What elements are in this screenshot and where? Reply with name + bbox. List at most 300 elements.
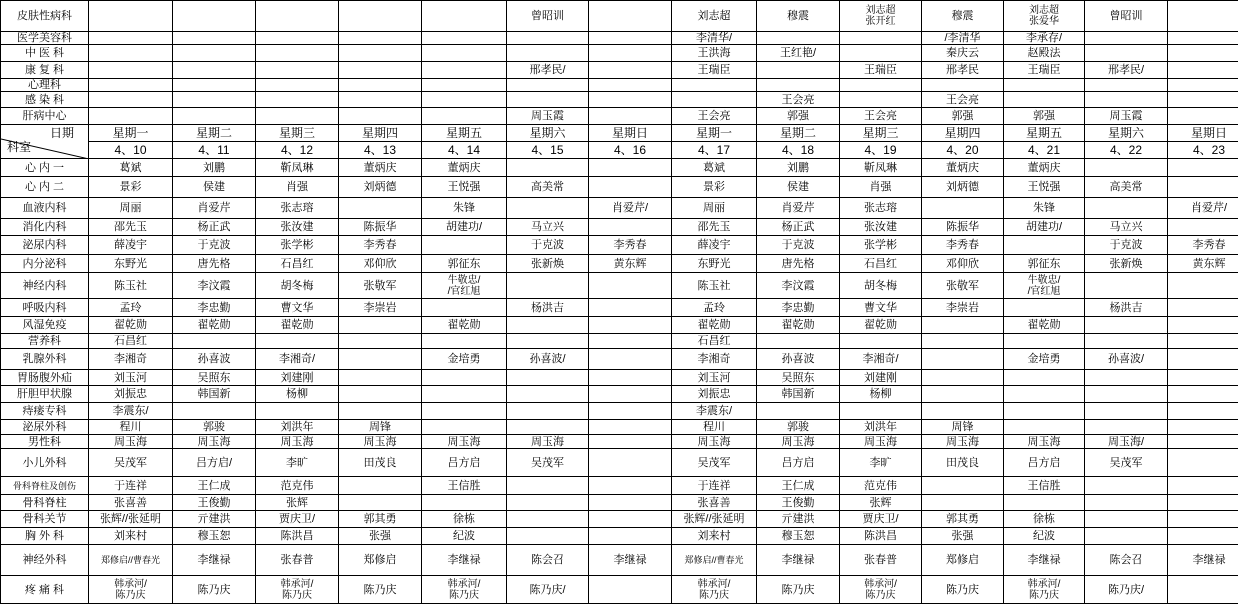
cell-line: 牛敬忠/ xyxy=(1027,274,1061,286)
schedule-cell xyxy=(1168,79,1238,92)
schedule-cell xyxy=(339,317,422,334)
weekday-cell: 星期日 xyxy=(589,125,672,142)
schedule-cell: 翟乾勋 xyxy=(173,317,256,334)
schedule-cell: 李湘奇 xyxy=(89,349,173,370)
schedule-cell: 陈会召 xyxy=(507,545,589,576)
schedule-cell: 孙喜波 xyxy=(757,349,840,370)
schedule-cell: 李继禄 xyxy=(1168,545,1238,576)
schedule-cell: 胡冬梅 xyxy=(256,273,339,299)
schedule-cell xyxy=(1085,495,1168,511)
schedule-cell xyxy=(589,273,672,299)
cell-line: 陈乃庆 xyxy=(449,589,479,601)
schedule-cell: 穆玉恕 xyxy=(757,528,840,545)
schedule-cell: 董炳庆 xyxy=(922,159,1004,177)
schedule-cell xyxy=(173,45,256,62)
date-cell: 4、17 xyxy=(672,142,757,159)
dept-name-cell: 感 染 科 xyxy=(1,92,89,108)
schedule-cell xyxy=(589,576,672,604)
table-row xyxy=(1,45,1238,62)
schedule-cell: 景彩 xyxy=(89,177,173,198)
schedule-cell: 王信胜 xyxy=(1004,477,1085,495)
schedule-cell xyxy=(1168,576,1238,604)
dept-name-cell: 男性科 xyxy=(1,435,89,449)
schedule-cell: 周锋 xyxy=(339,420,422,435)
schedule-cell: 张春普 xyxy=(840,545,922,576)
table-row xyxy=(1,79,1238,92)
schedule-cell: 郑修启 xyxy=(922,545,1004,576)
schedule-cell xyxy=(1004,334,1085,349)
schedule-cell: 陈玉社 xyxy=(672,273,757,299)
schedule-cell xyxy=(422,420,507,435)
table-row xyxy=(1,495,1238,511)
schedule-cell: 孟玲 xyxy=(89,299,173,317)
schedule-cell xyxy=(1085,92,1168,108)
schedule-cell: 陈洪昌 xyxy=(256,528,339,545)
schedule-cell: 周玉海 xyxy=(422,435,507,449)
schedule-cell: 刘建刚 xyxy=(256,370,339,386)
schedule-cell: 靳凤琳 xyxy=(256,159,339,177)
schedule-cell xyxy=(422,79,507,92)
schedule-cell: 贾庆卫/ xyxy=(256,511,339,528)
dept-name-cell: 小儿外科 xyxy=(1,449,89,477)
date-cell: 4、16 xyxy=(589,142,672,159)
schedule-cell xyxy=(1168,108,1238,125)
schedule-cell: 陈振华 xyxy=(339,219,422,236)
schedule-cell xyxy=(1085,477,1168,495)
schedule-cell: 刘建刚 xyxy=(840,370,922,386)
schedule-cell: 朱锋 xyxy=(422,198,507,219)
schedule-cell: 李继禄 xyxy=(1004,545,1085,576)
cell-line: 刘志超 xyxy=(1029,5,1059,16)
schedule-cell xyxy=(757,334,840,349)
schedule-cell xyxy=(1004,403,1085,420)
schedule-cell: 吕方启 xyxy=(422,449,507,477)
schedule-cell: 董炳庆 xyxy=(1004,159,1085,177)
schedule-cell xyxy=(1168,386,1238,403)
schedule-cell: 李秀春 xyxy=(589,236,672,255)
dept-name-cell: 骨科关节 xyxy=(1,511,89,528)
schedule-cell xyxy=(339,62,422,79)
schedule-cell xyxy=(1168,299,1238,317)
schedule-cell: 周玉海 xyxy=(256,435,339,449)
schedule-cell: 张学彬 xyxy=(840,236,922,255)
schedule-cell xyxy=(339,108,422,125)
schedule-cell: 王悦强 xyxy=(1004,177,1085,198)
cell-line: 张开红 xyxy=(865,16,896,27)
dept-name-cell: 心 内 一 xyxy=(1,159,89,177)
weekday-row xyxy=(1,125,1238,142)
cell-line: 韩承河/ xyxy=(697,578,731,590)
dept-name-cell: 胃肠腹外疝 xyxy=(1,370,89,386)
schedule-cell: 邢孝民/ xyxy=(507,62,589,79)
schedule-cell: 杨洪吉 xyxy=(507,299,589,317)
schedule-cell: 刘鹏 xyxy=(173,159,256,177)
date-cell: 4、13 xyxy=(339,142,422,159)
schedule-cell xyxy=(1085,370,1168,386)
weekday-cell: 星期三 xyxy=(256,125,339,142)
schedule-cell xyxy=(840,334,922,349)
schedule-cell xyxy=(589,495,672,511)
schedule-cell: 李震东/ xyxy=(672,403,757,420)
schedule-cell: 于连祥 xyxy=(672,477,757,495)
schedule-cell: 肖爱芹 xyxy=(757,198,840,219)
schedule-cell: 胡建功/ xyxy=(422,219,507,236)
dept-name-cell: 医学美容科 xyxy=(1,32,89,45)
schedule-cell xyxy=(1168,1,1238,32)
cell-line: 牛敬忠/ xyxy=(447,274,481,286)
schedule-cell: 靳凤琳 xyxy=(840,159,922,177)
schedule-cell xyxy=(422,576,507,604)
schedule-cell xyxy=(589,219,672,236)
schedule-cell: 吴照东 xyxy=(757,370,840,386)
schedule-cell xyxy=(256,32,339,45)
schedule-cell: 邵先玉 xyxy=(672,219,757,236)
schedule-cell: 曹文华 xyxy=(256,299,339,317)
schedule-cell xyxy=(422,92,507,108)
schedule-cell xyxy=(422,1,507,32)
schedule-cell: 陈会召 xyxy=(1085,545,1168,576)
schedule-cell: 陈乃庆 xyxy=(339,576,422,604)
schedule-cell: 吴照东 xyxy=(173,370,256,386)
schedule-cell: 王俊勤 xyxy=(173,495,256,511)
schedule-cell: 周锋 xyxy=(922,420,1004,435)
schedule-cell xyxy=(1168,334,1238,349)
schedule-cell: 张春普 xyxy=(256,545,339,576)
schedule-cell xyxy=(339,92,422,108)
schedule-cell xyxy=(757,62,840,79)
schedule-cell: 马立兴 xyxy=(1085,219,1168,236)
schedule-cell xyxy=(589,45,672,62)
table-row xyxy=(1,198,1238,219)
schedule-cell: 吴茂军 xyxy=(672,449,757,477)
schedule-cell xyxy=(922,386,1004,403)
schedule-cell: 翟乾勋 xyxy=(1004,317,1085,334)
schedule-cell: 李秀春 xyxy=(1168,236,1238,255)
schedule-cell: 穆震 xyxy=(757,1,840,32)
schedule-cell: 周玉霞 xyxy=(1085,108,1168,125)
dept-name-cell: 血液内科 xyxy=(1,198,89,219)
dept-name-cell: 营养科 xyxy=(1,334,89,349)
schedule-cell xyxy=(1004,576,1085,604)
schedule-cell: 陈乃庆/ xyxy=(1085,576,1168,604)
schedule-cell xyxy=(1168,435,1238,449)
schedule-cell xyxy=(589,159,672,177)
schedule-cell xyxy=(1004,92,1085,108)
schedule-cell xyxy=(507,386,589,403)
schedule-cell: 李秀春 xyxy=(339,236,422,255)
schedule-cell xyxy=(672,79,757,92)
schedule-cell: 贾庆卫/ xyxy=(840,511,922,528)
table-row xyxy=(1,370,1238,386)
schedule-cell: 李继禄 xyxy=(757,545,840,576)
schedule-cell: 郭强 xyxy=(1004,108,1085,125)
schedule-cell xyxy=(422,495,507,511)
schedule-cell: 张辉 xyxy=(256,495,339,511)
schedule-cell: 穆震 xyxy=(922,1,1004,32)
schedule-cell: 李旷 xyxy=(840,449,922,477)
schedule-cell xyxy=(1004,495,1085,511)
schedule-cell: 薛凌宇 xyxy=(89,236,173,255)
schedule-cell: 李忠勤 xyxy=(757,299,840,317)
schedule-cell: 纪波 xyxy=(1004,528,1085,545)
schedule-cell xyxy=(757,79,840,92)
corner-cell xyxy=(1,125,89,159)
schedule-cell xyxy=(89,92,173,108)
schedule-cell: 朱锋 xyxy=(1004,198,1085,219)
schedule-cell: 王仁成 xyxy=(173,477,256,495)
schedule-cell: 刘来村 xyxy=(672,528,757,545)
schedule-cell: 翟乾勋 xyxy=(89,317,173,334)
schedule-cell: 王会亮 xyxy=(922,92,1004,108)
schedule-cell: 李继禄 xyxy=(173,545,256,576)
schedule-cell: 刘洪年 xyxy=(840,420,922,435)
schedule-cell xyxy=(1168,159,1238,177)
schedule-cell xyxy=(339,1,422,32)
dept-name-cell: 泌尿内科 xyxy=(1,236,89,255)
schedule-cell: 刘鹏 xyxy=(757,159,840,177)
schedule-cell xyxy=(589,420,672,435)
schedule-cell xyxy=(173,79,256,92)
schedule-cell xyxy=(256,108,339,125)
schedule-cell: 翟乾勋 xyxy=(422,317,507,334)
schedule-cell: 黄东辉 xyxy=(589,255,672,273)
schedule-cell xyxy=(922,334,1004,349)
schedule-cell xyxy=(422,236,507,255)
corner-dept-label: 科室 xyxy=(7,140,32,154)
schedule-cell: 吴茂军 xyxy=(507,449,589,477)
dept-name-cell: 泌尿外科 xyxy=(1,420,89,435)
schedule-cell: 石昌红 xyxy=(256,255,339,273)
schedule-cell: 金培勇 xyxy=(422,349,507,370)
schedule-cell: 张喜善 xyxy=(89,495,173,511)
schedule-cell: 侯建 xyxy=(757,177,840,198)
schedule-cell: 陈乃庆 xyxy=(922,576,1004,604)
schedule-cell xyxy=(1004,420,1085,435)
cell-line: /官红旭 xyxy=(1027,285,1061,297)
schedule-cell xyxy=(589,79,672,92)
weekday-cell: 星期一 xyxy=(89,125,173,142)
schedule-cell: 邵先玉 xyxy=(89,219,173,236)
schedule-cell: 范克伟 xyxy=(256,477,339,495)
schedule-cell xyxy=(1085,198,1168,219)
date-cell: 4、18 xyxy=(757,142,840,159)
schedule-cell: 李崇岩 xyxy=(339,299,422,317)
schedule-cell: 吕方启/ xyxy=(173,449,256,477)
schedule-cell xyxy=(422,370,507,386)
weekday-cell: 星期三 xyxy=(840,125,922,142)
schedule-cell: 翟乾勋 xyxy=(840,317,922,334)
schedule-cell xyxy=(1168,62,1238,79)
schedule-cell xyxy=(840,1,922,32)
schedule-cell xyxy=(1004,236,1085,255)
schedule-cell xyxy=(173,403,256,420)
schedule-cell xyxy=(507,273,589,299)
schedule-cell: 王会亮 xyxy=(840,108,922,125)
schedule-cell: 张新焕 xyxy=(1085,255,1168,273)
schedule-cell: 周玉海 xyxy=(89,435,173,449)
schedule-cell xyxy=(339,79,422,92)
schedule-cell xyxy=(589,317,672,334)
schedule-cell xyxy=(89,576,173,604)
schedule-cell: 田茂良 xyxy=(339,449,422,477)
schedule-cell xyxy=(507,495,589,511)
schedule-cell: 曾昭训 xyxy=(1085,1,1168,32)
schedule-cell xyxy=(256,334,339,349)
schedule-cell: 李湘奇/ xyxy=(840,349,922,370)
schedule-cell xyxy=(840,79,922,92)
schedule-cell xyxy=(507,477,589,495)
schedule-cell xyxy=(339,198,422,219)
schedule-cell: 石昌红 xyxy=(89,334,173,349)
schedule-cell: 张辉//张延明 xyxy=(672,511,757,528)
dept-name-cell: 乳腺外科 xyxy=(1,349,89,370)
table-row xyxy=(1,1,1238,32)
schedule-cell: 韩国新 xyxy=(173,386,256,403)
schedule-cell xyxy=(589,477,672,495)
schedule-cell: 张志瑢 xyxy=(840,198,922,219)
schedule-cell: 李旷 xyxy=(256,449,339,477)
schedule-cell: 唐先格 xyxy=(757,255,840,273)
schedule-cell xyxy=(507,317,589,334)
schedule-cell: 杨柳 xyxy=(840,386,922,403)
schedule-cell xyxy=(339,370,422,386)
cell-line: 韩承河/ xyxy=(1027,578,1061,590)
schedule-cell: 孙喜波/ xyxy=(507,349,589,370)
schedule-cell: 侯建 xyxy=(173,177,256,198)
schedule-cell: 郭征东 xyxy=(422,255,507,273)
schedule-cell: 景彩 xyxy=(672,177,757,198)
schedule-cell xyxy=(1085,386,1168,403)
schedule-cell: 薛凌宇 xyxy=(672,236,757,255)
schedule-cell: 周玉海 xyxy=(922,435,1004,449)
schedule-cell: 胡建功/ xyxy=(1004,219,1085,236)
schedule-cell: 李震东/ xyxy=(89,403,173,420)
dept-name-cell: 胸 外 科 xyxy=(1,528,89,545)
schedule-cell: 肖爱芹/ xyxy=(1168,198,1238,219)
schedule-cell xyxy=(1168,349,1238,370)
schedule-cell xyxy=(1168,317,1238,334)
schedule-cell xyxy=(173,108,256,125)
schedule-cell: 石昌红 xyxy=(672,334,757,349)
date-cell: 4、14 xyxy=(422,142,507,159)
schedule-cell: 李湘奇/ xyxy=(256,349,339,370)
schedule-cell xyxy=(1085,528,1168,545)
table-row xyxy=(1,62,1238,79)
schedule-cell xyxy=(589,435,672,449)
schedule-cell: 高美常 xyxy=(1085,177,1168,198)
date-row xyxy=(1,142,1238,159)
schedule-cell: 张新焕 xyxy=(507,255,589,273)
schedule-cell: 周玉海/ xyxy=(1085,435,1168,449)
schedule-cell: 刘洪年 xyxy=(256,420,339,435)
schedule-cell xyxy=(922,370,1004,386)
dept-name-cell: 肝胆甲状腺 xyxy=(1,386,89,403)
weekday-cell: 星期日 xyxy=(1168,125,1238,142)
schedule-cell xyxy=(339,495,422,511)
schedule-cell xyxy=(589,108,672,125)
schedule-cell: 肖爱芹 xyxy=(173,198,256,219)
schedule-cell: 李秀春 xyxy=(922,236,1004,255)
schedule-cell: 王俊勤 xyxy=(757,495,840,511)
schedule-cell xyxy=(1085,273,1168,299)
schedule-cell xyxy=(757,32,840,45)
schedule-cell: 翟乾勋 xyxy=(256,317,339,334)
schedule-cell: 孙喜波 xyxy=(173,349,256,370)
schedule-cell xyxy=(256,1,339,32)
date-cell: 4、15 xyxy=(507,142,589,159)
schedule-cell xyxy=(589,386,672,403)
schedule-cell xyxy=(757,403,840,420)
schedule-cell: 郭其勇 xyxy=(922,511,1004,528)
cell-line: 陈乃庆 xyxy=(115,589,146,601)
schedule-cell: 肖强 xyxy=(256,177,339,198)
weekday-cell: 星期六 xyxy=(507,125,589,142)
schedule-cell xyxy=(89,45,173,62)
schedule-cell xyxy=(589,370,672,386)
table-row xyxy=(1,236,1238,255)
schedule-cell: 田茂良 xyxy=(922,449,1004,477)
cell-line: 韩承河/ xyxy=(864,578,897,590)
schedule-cell xyxy=(1085,334,1168,349)
schedule-cell: 刘炳德 xyxy=(922,177,1004,198)
schedule-cell: 陈乃庆 xyxy=(757,576,840,604)
schedule-cell: 李湘奇 xyxy=(672,349,757,370)
schedule-cell: 陈振华 xyxy=(922,219,1004,236)
corner-date-label: 日期 xyxy=(49,126,74,140)
schedule-cell: 王信胜 xyxy=(422,477,507,495)
schedule-cell: 刘志超 xyxy=(672,1,757,32)
dept-name-cell: 呼吸内科 xyxy=(1,299,89,317)
date-cell: 4、22 xyxy=(1085,142,1168,159)
dept-name-cell: 消化内科 xyxy=(1,219,89,236)
schedule-cell xyxy=(422,62,507,79)
dept-name-cell: 肝病中心 xyxy=(1,108,89,125)
schedule-cell: 杨柳 xyxy=(256,386,339,403)
table-row xyxy=(1,349,1238,370)
table-row xyxy=(1,386,1238,403)
table-row xyxy=(1,273,1238,299)
schedule-cell: 郭其勇 xyxy=(339,511,422,528)
schedule-cell: 杨洪吉 xyxy=(1085,299,1168,317)
schedule-cell xyxy=(589,403,672,420)
schedule-cell xyxy=(422,45,507,62)
schedule-cell xyxy=(256,45,339,62)
schedule-cell xyxy=(422,32,507,45)
table-row xyxy=(1,219,1238,236)
schedule-cell xyxy=(173,1,256,32)
schedule-cell xyxy=(1004,1,1085,32)
schedule-cell: 王洪海 xyxy=(672,45,757,62)
schedule-cell xyxy=(422,386,507,403)
schedule-cell xyxy=(1085,45,1168,62)
schedule-cell xyxy=(589,62,672,79)
schedule-cell: 肖爱芹/ xyxy=(589,198,672,219)
weekday-cell: 星期五 xyxy=(422,125,507,142)
schedule-cell: 张喜善 xyxy=(672,495,757,511)
schedule-cell xyxy=(1168,477,1238,495)
schedule-cell xyxy=(922,403,1004,420)
schedule-cell: 程川 xyxy=(672,420,757,435)
schedule-cell xyxy=(256,576,339,604)
schedule-cell: 张强 xyxy=(339,528,422,545)
table-row xyxy=(1,334,1238,349)
schedule-cell xyxy=(1085,159,1168,177)
schedule-cell xyxy=(922,198,1004,219)
dept-name-cell: 心理科 xyxy=(1,79,89,92)
schedule-cell xyxy=(922,79,1004,92)
schedule-cell: 东野光 xyxy=(89,255,173,273)
schedule-cell: 亓建洪 xyxy=(757,511,840,528)
